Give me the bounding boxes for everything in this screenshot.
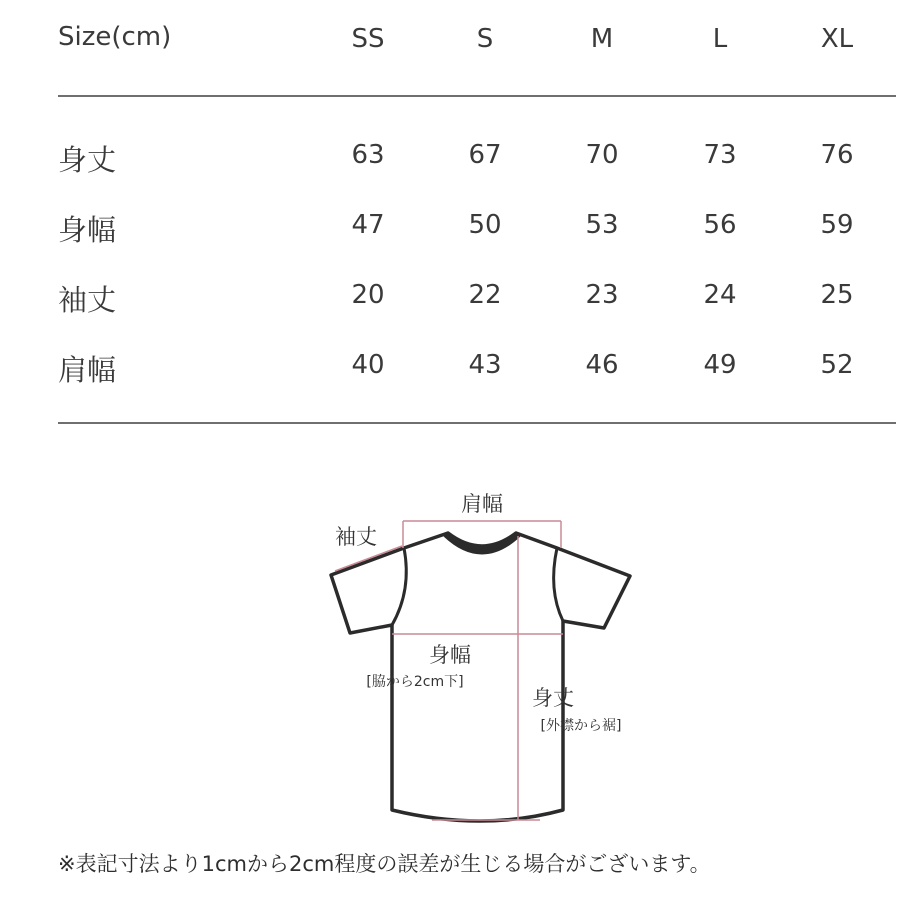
sleeve-measure-line bbox=[335, 546, 402, 571]
table-cell: 49 bbox=[703, 350, 737, 380]
table-cell: 76 bbox=[820, 140, 854, 170]
armhole-seam-right bbox=[554, 548, 563, 621]
tshirt-measurement-diagram bbox=[300, 480, 640, 830]
size-column-s: S bbox=[476, 24, 494, 54]
table-cell: 59 bbox=[820, 210, 854, 240]
table-cell: 50 bbox=[468, 210, 502, 240]
length-label: 身丈 bbox=[532, 686, 574, 710]
table-cell: 53 bbox=[585, 210, 619, 240]
table-bottom-divider bbox=[58, 422, 896, 424]
table-cell: 23 bbox=[585, 280, 619, 310]
footnote: ※表記寸法より1cmから2cm程度の誤差が生じる場合がございます。 bbox=[58, 852, 711, 876]
table-cell: 52 bbox=[820, 350, 854, 380]
size-column-l: L bbox=[712, 24, 728, 54]
table-cell: 56 bbox=[703, 210, 737, 240]
width-label: 身幅 bbox=[429, 643, 471, 667]
table-cell: 47 bbox=[351, 210, 385, 240]
collar bbox=[446, 534, 518, 551]
armhole-seam-left bbox=[392, 548, 406, 625]
row-label-shoulder: 肩幅 bbox=[58, 353, 117, 387]
size-column-xl: XL bbox=[820, 24, 854, 54]
size-column-m: M bbox=[590, 24, 614, 54]
table-cell: 67 bbox=[468, 140, 502, 170]
table-cell: 70 bbox=[585, 140, 619, 170]
table-cell: 43 bbox=[468, 350, 502, 380]
row-label-sleeve: 袖丈 bbox=[58, 283, 117, 317]
shoulder-label: 肩幅 bbox=[461, 492, 503, 516]
header-divider bbox=[58, 95, 896, 97]
row-label-width: 身幅 bbox=[58, 213, 117, 247]
table-cell: 40 bbox=[351, 350, 385, 380]
table-cell: 24 bbox=[703, 280, 737, 310]
table-cell: 22 bbox=[468, 280, 502, 310]
length-note: [外襟から裾] bbox=[540, 718, 622, 734]
table-cell: 25 bbox=[820, 280, 854, 310]
sleeve-label: 袖丈 bbox=[335, 525, 377, 549]
size-column-ss: SS bbox=[351, 24, 385, 54]
table-cell: 46 bbox=[585, 350, 619, 380]
row-label-length: 身丈 bbox=[58, 143, 117, 177]
size-header-label: Size(cm) bbox=[58, 22, 172, 52]
width-note: [脇から2cm下] bbox=[366, 674, 464, 690]
table-cell: 20 bbox=[351, 280, 385, 310]
table-cell: 63 bbox=[351, 140, 385, 170]
table-cell: 73 bbox=[703, 140, 737, 170]
